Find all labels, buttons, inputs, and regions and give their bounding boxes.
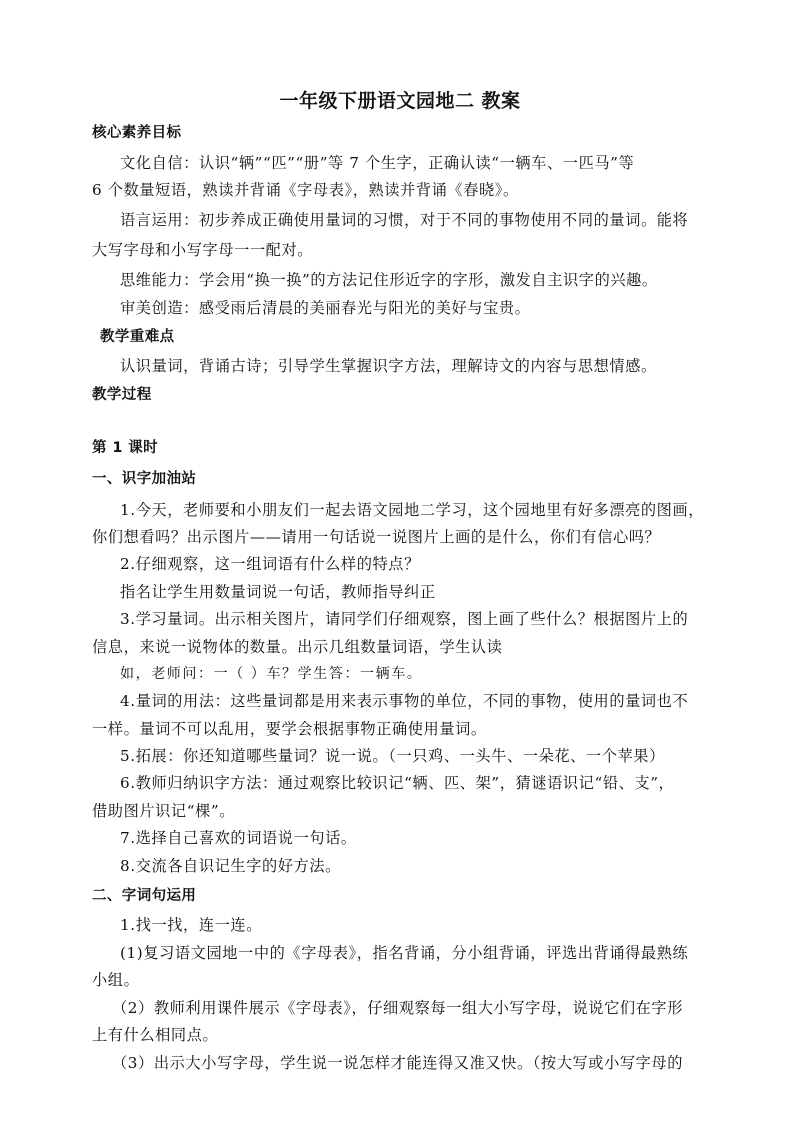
paragraph-line: 2.仔细观察，这一组词语有什么样的特点？ xyxy=(120,555,420,573)
paragraph-line: 信息，来说一说物体的数量。出示几组数量词语，学生认读 xyxy=(92,638,503,656)
paragraph-line: 大写字母和小写字母一一配对。 xyxy=(92,241,314,259)
paragraph-line: 1.今天，老师要和小朋友们一起去语文园地二学习，这个园地里有好多漂亮的图画， xyxy=(120,501,705,519)
paragraph-line: 语言运用：初步养成正确使用量词的习惯，对于不同的事物使用不同的量词。能将 xyxy=(120,211,689,229)
paragraph-line: 1.找一找，连一连。 xyxy=(120,916,262,934)
paragraph-line: 指名让学生用数量词说一句话，教师指导纠正 xyxy=(120,583,436,601)
paragraph-line: （2）教师利用课件展示《字母表》，仔细观察每一组大小写字母，说说它们在字形 xyxy=(112,999,684,1017)
paragraph-line: 5.拓展：你还知道哪些量词？说一说。（一只鸡、一头牛、一朵花、一个苹果） xyxy=(120,747,665,765)
paragraph-line: 小组。 xyxy=(92,971,140,989)
paragraph-line: 7.选择自己喜欢的词语说一句话。 xyxy=(120,829,357,847)
paragraph-line: （3）出示大小写字母，学生说一说怎样才能连得又准又快。（按大写或小写字母的 xyxy=(112,1054,684,1072)
paragraph-line: 6 个数量短语，熟读并背诵《字母表》，熟读并背诵《春晓》。 xyxy=(92,181,519,199)
paragraph-line: 上有什么相同点。 xyxy=(92,1026,219,1044)
section-heading-key-points: 教学重难点 xyxy=(100,329,175,345)
paragraph-line: 8.交流各自识记生字的好方法。 xyxy=(120,857,341,875)
lesson-heading: 第 1 课时 xyxy=(92,440,159,456)
paragraph-line: 认识量词，背诵古诗；引导学生掌握识字方法，理解诗文的内容与思想情感。 xyxy=(120,357,657,375)
paragraph-line: 4.量词的用法：这些量词都是用来表示事物的单位，不同的事物，使用的量词也不 xyxy=(120,692,689,710)
paragraph-line: 思维能力：学会用“换一换”的方法记住形近字的字形，激发自主识字的兴趣。 xyxy=(120,271,658,289)
section-heading-literacy: 一、识字加油站 xyxy=(92,471,197,487)
paragraph-line: 借助图片识记“棵”。 xyxy=(92,802,236,820)
section-heading-core-goals: 核心素养目标 xyxy=(92,125,182,141)
paragraph-line: 6.教师归纳识字方法：通过观察比较识记“辆、匹、架”，猜谜语识记“铅、支”， xyxy=(120,774,675,792)
paragraph-line: (1)复习语文园地一中的《字母表》，指名背诵，分小组背诵，评选出背诵得最熟练 xyxy=(120,944,689,962)
paragraph-line: 你们想看吗？出示图片——请用一句话说一说图片上画的是什么，你们有信心吗？ xyxy=(92,528,661,546)
section-heading-process: 教学过程 xyxy=(92,387,152,403)
paragraph-line: 文化自信：认识“辆”“匹”“册”等 7 个生字，正确认读“一辆车、一匹马”等 xyxy=(120,154,635,172)
document-title: 一年级下册语文园地二 教案 xyxy=(279,90,521,112)
paragraph-line: 审美创造：感受雨后清晨的美丽春光与阳光的美好与宝贵。 xyxy=(120,299,531,317)
section-heading-word-use: 二、字词句运用 xyxy=(92,888,197,904)
paragraph-line: 3.学习量词。出示相关图片，请同学们仔细观察，图上画了些什么？根据图片上的 xyxy=(120,610,689,628)
example-line: 如，老师问：一（ ）车？学生答：一辆车。 xyxy=(120,666,423,682)
paragraph-line: 一样。量词不可以乱用，要学会根据事物正确使用量词。 xyxy=(92,720,487,738)
